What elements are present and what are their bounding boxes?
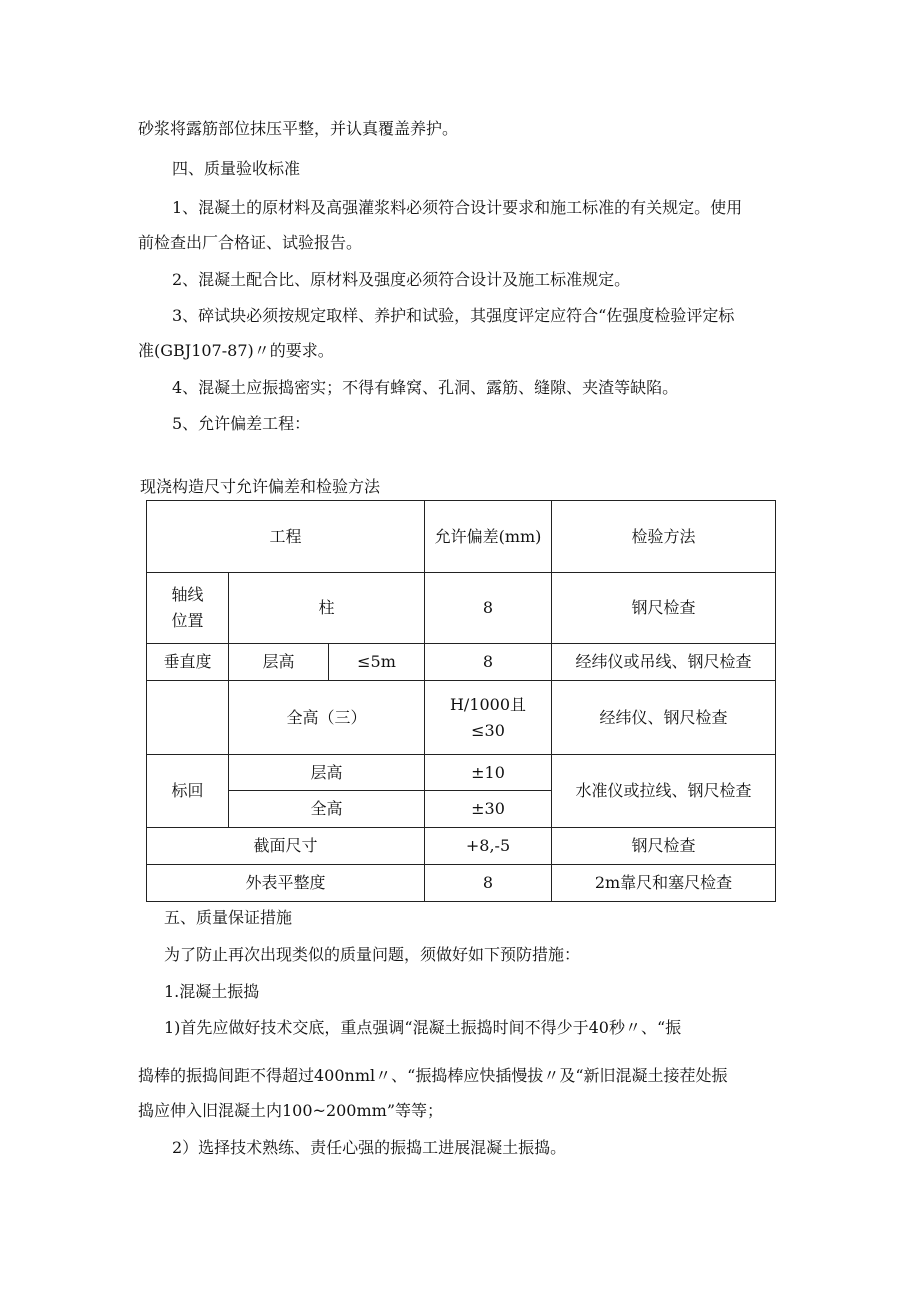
paragraph-4: 4、混凝土应振捣密实；不得有蜂窝、孔洞、露筋、缝隙、夹渣等缺陷。 [172, 378, 679, 397]
verticality-condition: ≤5m [329, 644, 425, 681]
axis-position-label: 轴线 位置 [147, 573, 229, 644]
verticality-method: 经纬仪或吊线、钢尺检查 [552, 644, 776, 681]
paragraph-2: 2、混凝土配合比、原材料及强度必须符合设计及施工标准规定。 [172, 270, 631, 289]
table-row [147, 644, 776, 681]
table-row [147, 573, 776, 644]
paragraph-vibration-1-line-1: 1)首先应做好技术交底，重点强调“混凝土振捣时间不得少于40秒〃、“振 [164, 1018, 682, 1037]
section-size-tolerance: +8,-5 [425, 828, 552, 865]
paragraph-intro: 砂浆将露筋部位抹压平整，并认真覆盖养护。 [138, 119, 459, 138]
heading-quality-assurance: 五、质量保证措施 [164, 908, 293, 927]
heading-quality-standard: 四、质量验收标准 [172, 159, 301, 178]
flatness-label: 外表平整度 [147, 865, 425, 902]
verticality-label: 垂直度 [147, 644, 229, 681]
elevation-tolerance-1: ±10 [425, 755, 552, 791]
elevation-tolerance-2: ±30 [425, 791, 552, 828]
tolerance-table [146, 500, 776, 902]
elevation-sub-2: 全高 [229, 791, 425, 828]
full-height-method: 经纬仪、钢尺检查 [552, 681, 776, 755]
flatness-tolerance: 8 [425, 865, 552, 902]
paragraph-3-line-1: 3、碎试块必须按规定取样、养护和试验，其强度评定应符合“佐强度检验评定标 [172, 306, 735, 325]
header-tolerance: 允许偏差(mm) [425, 501, 552, 573]
paragraph-prevention: 为了防止再次出现类似的质量问题，须做好如下预防措施： [164, 945, 581, 964]
paragraph-1-line-1: 1、混凝土的原材料及高强灌浆料必须符合设计要求和施工标准的有关规定。使用 [172, 198, 743, 217]
axis-method: 钢尺检查 [552, 573, 776, 644]
paragraph-1-line-2: 前检查出厂合格证、试验报告。 [138, 233, 363, 252]
table-caption: 现浇构造尺寸允许偏差和检验方法 [140, 477, 381, 496]
section-size-method: 钢尺检查 [552, 828, 776, 865]
full-height-empty [147, 681, 229, 755]
full-height-sub: 全高（三） [229, 681, 425, 755]
elevation-label: 标回 [147, 755, 229, 828]
section-size-label: 截面尺寸 [147, 828, 425, 865]
full-height-tolerance: H/1000且 ≤30 [425, 681, 552, 755]
axis-sub: 柱 [229, 573, 425, 644]
paragraph-3-line-2: 准(GBJ107-87)〃的要求。 [138, 341, 334, 360]
flatness-method: 2m靠尺和塞尺检查 [552, 865, 776, 902]
table-row [147, 828, 776, 865]
verticality-tolerance: 8 [425, 644, 552, 681]
table-row [147, 681, 776, 755]
elevation-method: 水准仪或拉线、钢尺检查 [552, 755, 776, 828]
header-method: 检验方法 [552, 501, 776, 573]
table-row [147, 755, 776, 791]
paragraph-5: 5、允许偏差工程： [172, 414, 311, 433]
paragraph-vibration-1-line-3: 捣应伸入旧混凝土内100~200mm”等等； [138, 1101, 444, 1120]
table-row [147, 865, 776, 902]
paragraph-vibration-title: 1.混凝土振捣 [164, 982, 260, 1001]
paragraph-vibration-2: 2）选择技术熟练、责任心强的振捣工进展混凝土振捣。 [172, 1138, 567, 1157]
axis-tolerance: 8 [425, 573, 552, 644]
header-item: 工程 [147, 501, 425, 573]
elevation-sub-1: 层高 [229, 755, 425, 791]
verticality-sub: 层高 [229, 644, 329, 681]
table-header-row [147, 501, 776, 573]
paragraph-vibration-1-line-2: 捣棒的振捣间距不得超过400nml〃、“振捣棒应快插慢拔〃及“新旧混凝土接茬处振 [138, 1066, 728, 1085]
